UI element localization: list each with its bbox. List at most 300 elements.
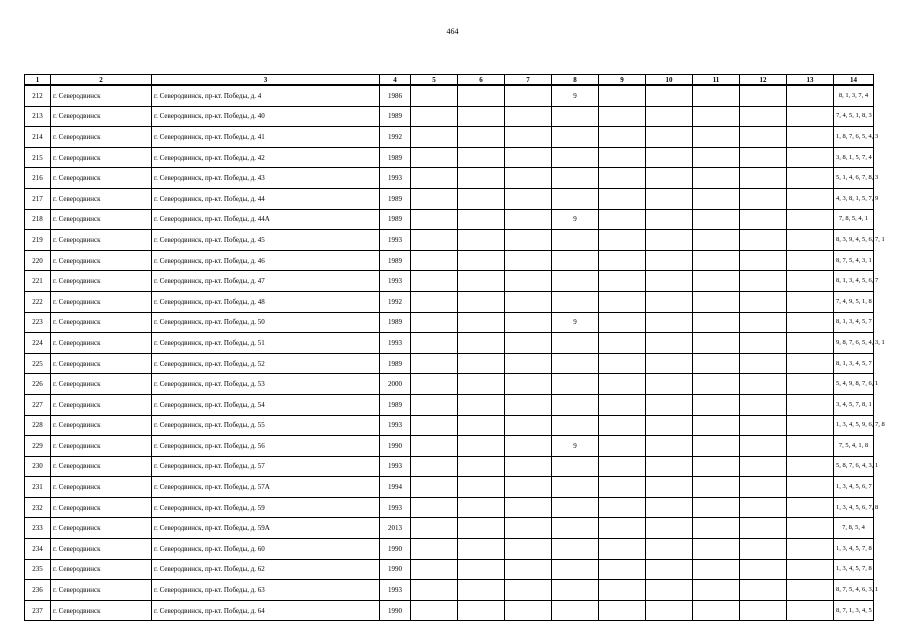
city-cell: г. Северодвинск <box>51 209 152 230</box>
column-9-cell <box>599 230 646 251</box>
column-header: 2 <box>51 75 152 86</box>
column-14-cell: 8, 1, 3, 7, 4 <box>834 85 874 106</box>
column-10-cell <box>646 85 693 106</box>
row-number-cell: 222 <box>25 291 51 312</box>
row-number-cell: 236 <box>25 580 51 601</box>
column-6-cell <box>458 147 505 168</box>
year-cell: 1989 <box>380 147 411 168</box>
year-cell: 1993 <box>380 415 411 436</box>
column-6-cell <box>458 456 505 477</box>
column-10-cell <box>646 188 693 209</box>
column-6-cell <box>458 85 505 106</box>
column-5-cell <box>411 456 458 477</box>
address-cell: г. Северодвинск, пр-кт. Победы, д. 44А <box>152 209 380 230</box>
column-5-cell <box>411 291 458 312</box>
column-8-cell <box>552 291 599 312</box>
column-9-cell <box>599 374 646 395</box>
column-8-cell <box>552 580 599 601</box>
column-5-cell <box>411 353 458 374</box>
city-cell: г. Северодвинск <box>51 539 152 560</box>
table-row <box>25 271 874 292</box>
year-cell: 1990 <box>380 539 411 560</box>
column-8-cell <box>552 518 599 539</box>
city-cell: г. Северодвинск <box>51 436 152 457</box>
column-11-cell <box>693 147 740 168</box>
column-14-cell: 5, 4, 9, 8, 7, 6, 1 <box>834 374 874 395</box>
table-row <box>25 188 874 209</box>
year-cell: 1994 <box>380 477 411 498</box>
column-14-cell: 8, 1, 3, 4, 5, 7 <box>834 353 874 374</box>
column-5-cell <box>411 394 458 415</box>
column-12-cell <box>740 436 787 457</box>
column-11-cell <box>693 559 740 580</box>
column-10-cell <box>646 168 693 189</box>
column-11-cell <box>693 497 740 518</box>
column-7-cell <box>505 333 552 354</box>
address-cell: г. Северодвинск, пр-кт. Победы, д. 4 <box>152 85 380 106</box>
row-number-cell: 230 <box>25 456 51 477</box>
column-7-cell <box>505 394 552 415</box>
city-cell: г. Северодвинск <box>51 374 152 395</box>
column-8-cell <box>552 394 599 415</box>
table-row <box>25 539 874 560</box>
column-6-cell <box>458 353 505 374</box>
column-13-cell <box>787 600 834 621</box>
table-row <box>25 518 874 539</box>
year-cell: 1992 <box>380 291 411 312</box>
table-row <box>25 436 874 457</box>
column-6-cell <box>458 127 505 148</box>
row-number-cell: 235 <box>25 559 51 580</box>
column-14-cell: 3, 4, 5, 7, 8, 1 <box>834 394 874 415</box>
year-cell: 1993 <box>380 580 411 601</box>
row-number-cell: 213 <box>25 106 51 127</box>
year-cell: 1989 <box>380 209 411 230</box>
address-cell: г. Северодвинск, пр-кт. Победы, д. 55 <box>152 415 380 436</box>
column-header: 4 <box>380 75 411 86</box>
address-cell: г. Северодвинск, пр-кт. Победы, д. 46 <box>152 250 380 271</box>
column-12-cell <box>740 456 787 477</box>
city-cell: г. Северодвинск <box>51 85 152 106</box>
column-11-cell <box>693 456 740 477</box>
table-row <box>25 353 874 374</box>
year-cell: 1989 <box>380 312 411 333</box>
column-8-cell <box>552 147 599 168</box>
column-5-cell <box>411 312 458 333</box>
column-5-cell <box>411 106 458 127</box>
column-7-cell <box>505 271 552 292</box>
column-12-cell <box>740 600 787 621</box>
column-6-cell <box>458 271 505 292</box>
address-cell: г. Северодвинск, пр-кт. Победы, д. 50 <box>152 312 380 333</box>
column-12-cell <box>740 147 787 168</box>
column-9-cell <box>599 436 646 457</box>
year-cell: 1989 <box>380 188 411 209</box>
column-14-cell: 1, 3, 4, 5, 7, 8 <box>834 559 874 580</box>
column-5-cell <box>411 168 458 189</box>
column-8-cell <box>552 353 599 374</box>
column-5-cell <box>411 147 458 168</box>
year-cell: 1990 <box>380 600 411 621</box>
table-row <box>25 394 874 415</box>
table-body <box>25 85 885 621</box>
address-cell: г. Северодвинск, пр-кт. Победы, д. 59 <box>152 497 380 518</box>
column-7-cell <box>505 147 552 168</box>
column-13-cell <box>787 415 834 436</box>
column-8-cell <box>552 168 599 189</box>
row-number-cell: 233 <box>25 518 51 539</box>
column-13-cell <box>787 539 834 560</box>
address-cell: г. Северодвинск, пр-кт. Победы, д. 51 <box>152 333 380 354</box>
city-cell: г. Северодвинск <box>51 250 152 271</box>
city-cell: г. Северодвинск <box>51 168 152 189</box>
column-5-cell <box>411 250 458 271</box>
column-9-cell <box>599 250 646 271</box>
column-7-cell <box>505 600 552 621</box>
column-8-cell <box>552 456 599 477</box>
address-cell: г. Северодвинск, пр-кт. Победы, д. 40 <box>152 106 380 127</box>
column-11-cell <box>693 291 740 312</box>
city-cell: г. Северодвинск <box>51 497 152 518</box>
column-13-cell <box>787 106 834 127</box>
column-10-cell <box>646 250 693 271</box>
column-6-cell <box>458 106 505 127</box>
column-8-cell: 9 <box>552 436 599 457</box>
row-number-cell: 221 <box>25 271 51 292</box>
year-cell: 1989 <box>380 394 411 415</box>
column-13-cell <box>787 580 834 601</box>
column-8-cell <box>552 333 599 354</box>
column-8-cell <box>552 497 599 518</box>
column-9-cell <box>599 209 646 230</box>
column-7-cell <box>505 291 552 312</box>
column-9-cell <box>599 559 646 580</box>
column-14-cell: 8, 1, 3, 4, 5, 7 <box>834 312 874 333</box>
column-13-cell <box>787 477 834 498</box>
city-cell: г. Северодвинск <box>51 415 152 436</box>
column-11-cell <box>693 477 740 498</box>
column-7-cell <box>505 518 552 539</box>
address-cell: г. Северодвинск, пр-кт. Победы, д. 63 <box>152 580 380 601</box>
column-6-cell <box>458 518 505 539</box>
column-12-cell <box>740 188 787 209</box>
row-number-cell: 225 <box>25 353 51 374</box>
city-cell: г. Северодвинск <box>51 580 152 601</box>
city-cell: г. Северодвинск <box>51 147 152 168</box>
column-8-cell <box>552 415 599 436</box>
column-14-cell: 5, 1, 4, 6, 7, 8, 3 <box>834 168 874 189</box>
column-12-cell <box>740 85 787 106</box>
column-9-cell <box>599 85 646 106</box>
column-10-cell <box>646 394 693 415</box>
column-7-cell <box>505 188 552 209</box>
row-number-cell: 229 <box>25 436 51 457</box>
table-row <box>25 127 874 148</box>
column-12-cell <box>740 539 787 560</box>
address-cell: г. Северодвинск, пр-кт. Победы, д. 47 <box>152 271 380 292</box>
column-10-cell <box>646 600 693 621</box>
column-7-cell <box>505 436 552 457</box>
column-10-cell <box>646 127 693 148</box>
column-11-cell <box>693 106 740 127</box>
address-cell: г. Северодвинск, пр-кт. Победы, д. 56 <box>152 436 380 457</box>
city-cell: г. Северодвинск <box>51 188 152 209</box>
column-9-cell <box>599 415 646 436</box>
column-6-cell <box>458 374 505 395</box>
column-11-cell <box>693 394 740 415</box>
column-header: 5 <box>411 75 458 86</box>
year-cell: 1992 <box>380 127 411 148</box>
column-header: 13 <box>787 75 834 86</box>
column-5-cell <box>411 271 458 292</box>
column-14-cell: 8, 7, 5, 4, 3, 1 <box>834 250 874 271</box>
city-cell: г. Северодвинск <box>51 353 152 374</box>
column-14-cell: 7, 8, 5, 4, 1 <box>834 209 874 230</box>
column-12-cell <box>740 209 787 230</box>
table-row <box>25 580 874 601</box>
year-cell: 1990 <box>380 559 411 580</box>
row-number-cell: 219 <box>25 230 51 251</box>
column-5-cell <box>411 127 458 148</box>
column-9-cell <box>599 497 646 518</box>
address-cell: г. Северодвинск, пр-кт. Победы, д. 53 <box>152 374 380 395</box>
column-13-cell <box>787 456 834 477</box>
column-10-cell <box>646 415 693 436</box>
column-9-cell <box>599 147 646 168</box>
column-9-cell <box>599 456 646 477</box>
column-5-cell <box>411 209 458 230</box>
column-11-cell <box>693 127 740 148</box>
column-6-cell <box>458 168 505 189</box>
column-8-cell <box>552 600 599 621</box>
column-8-cell <box>552 127 599 148</box>
column-6-cell <box>458 580 505 601</box>
table-row <box>25 209 874 230</box>
column-12-cell <box>740 394 787 415</box>
column-14-cell: 5, 8, 7, 6, 4, 3, 1 <box>834 456 874 477</box>
column-12-cell <box>740 353 787 374</box>
column-11-cell <box>693 85 740 106</box>
column-header: 10 <box>646 75 693 86</box>
year-cell: 1993 <box>380 333 411 354</box>
column-header: 11 <box>693 75 740 86</box>
table-row <box>25 333 874 354</box>
column-8-cell <box>552 106 599 127</box>
column-12-cell <box>740 415 787 436</box>
row-number-cell: 220 <box>25 250 51 271</box>
row-number-cell: 234 <box>25 539 51 560</box>
column-7-cell <box>505 106 552 127</box>
column-8-cell <box>552 230 599 251</box>
page-number: 464 <box>446 27 459 36</box>
column-9-cell <box>599 106 646 127</box>
column-13-cell <box>787 312 834 333</box>
column-header: 3 <box>152 75 380 86</box>
column-14-cell: 1, 3, 4, 5, 7, 8 <box>834 539 874 560</box>
column-9-cell <box>599 271 646 292</box>
column-12-cell <box>740 497 787 518</box>
city-cell: г. Северодвинск <box>51 271 152 292</box>
column-5-cell <box>411 559 458 580</box>
year-cell: 1993 <box>380 230 411 251</box>
column-10-cell <box>646 230 693 251</box>
column-9-cell <box>599 394 646 415</box>
column-11-cell <box>693 353 740 374</box>
column-9-cell <box>599 188 646 209</box>
year-cell: 1993 <box>380 168 411 189</box>
table-row <box>25 497 874 518</box>
column-9-cell <box>599 600 646 621</box>
column-6-cell <box>458 188 505 209</box>
column-10-cell <box>646 312 693 333</box>
column-10-cell <box>646 539 693 560</box>
address-cell: г. Северодвинск, пр-кт. Победы, д. 59А <box>152 518 380 539</box>
city-cell: г. Северодвинск <box>51 291 152 312</box>
table-row <box>25 477 874 498</box>
column-header: 1 <box>25 75 51 86</box>
column-12-cell <box>740 312 787 333</box>
column-10-cell <box>646 477 693 498</box>
column-6-cell <box>458 312 505 333</box>
column-12-cell <box>740 106 787 127</box>
column-10-cell <box>646 333 693 354</box>
column-11-cell <box>693 600 740 621</box>
row-number-cell: 227 <box>25 394 51 415</box>
address-cell: г. Северодвинск, пр-кт. Победы, д. 57А <box>152 477 380 498</box>
address-cell: г. Северодвинск, пр-кт. Победы, д. 60 <box>152 539 380 560</box>
column-13-cell <box>787 209 834 230</box>
column-13-cell <box>787 394 834 415</box>
city-cell: г. Северодвинск <box>51 230 152 251</box>
column-6-cell <box>458 230 505 251</box>
column-12-cell <box>740 559 787 580</box>
column-13-cell <box>787 374 834 395</box>
column-14-cell: 8, 1, 3, 4, 5, 6, 7 <box>834 271 874 292</box>
column-12-cell <box>740 580 787 601</box>
year-cell: 1986 <box>380 85 411 106</box>
row-number-cell: 216 <box>25 168 51 189</box>
address-cell: г. Северодвинск, пр-кт. Победы, д. 64 <box>152 600 380 621</box>
address-cell: г. Северодвинск, пр-кт. Победы, д. 41 <box>152 127 380 148</box>
table-row <box>25 168 874 189</box>
column-8-cell: 9 <box>552 312 599 333</box>
column-14-cell: 7, 8, 5, 4 <box>834 518 874 539</box>
column-13-cell <box>787 518 834 539</box>
column-6-cell <box>458 559 505 580</box>
column-7-cell <box>505 580 552 601</box>
column-10-cell <box>646 353 693 374</box>
column-12-cell <box>740 127 787 148</box>
column-14-cell: 1, 8, 7, 6, 5, 4, 3 <box>834 127 874 148</box>
column-7-cell <box>505 250 552 271</box>
column-header: 6 <box>458 75 505 86</box>
year-cell: 1989 <box>380 353 411 374</box>
table-row <box>25 312 874 333</box>
address-cell: г. Северодвинск, пр-кт. Победы, д. 57 <box>152 456 380 477</box>
column-10-cell <box>646 436 693 457</box>
column-7-cell <box>505 168 552 189</box>
column-13-cell <box>787 353 834 374</box>
table-row <box>25 230 874 251</box>
table-row <box>25 600 874 621</box>
column-13-cell <box>787 230 834 251</box>
column-header: 12 <box>740 75 787 86</box>
column-5-cell <box>411 477 458 498</box>
column-14-cell: 1, 3, 4, 5, 9, 6, 7, 8 <box>834 415 874 436</box>
address-cell: г. Северодвинск, пр-кт. Победы, д. 62 <box>152 559 380 580</box>
column-5-cell <box>411 374 458 395</box>
city-cell: г. Северодвинск <box>51 518 152 539</box>
column-14-cell: 3, 8, 1, 5, 7, 4 <box>834 147 874 168</box>
table-row <box>25 85 874 106</box>
column-8-cell: 9 <box>552 85 599 106</box>
row-number-cell: 237 <box>25 600 51 621</box>
year-cell: 2000 <box>380 374 411 395</box>
table-row <box>25 106 874 127</box>
column-14-cell: 7, 4, 9, 5, 1, 8 <box>834 291 874 312</box>
row-number-cell: 232 <box>25 497 51 518</box>
column-6-cell <box>458 250 505 271</box>
column-5-cell <box>411 415 458 436</box>
column-13-cell <box>787 127 834 148</box>
column-header: 8 <box>552 75 599 86</box>
city-cell: г. Северодвинск <box>51 477 152 498</box>
column-6-cell <box>458 539 505 560</box>
column-6-cell <box>458 209 505 230</box>
column-9-cell <box>599 333 646 354</box>
column-6-cell <box>458 415 505 436</box>
column-8-cell <box>552 271 599 292</box>
column-12-cell <box>740 271 787 292</box>
column-7-cell <box>505 127 552 148</box>
table-row <box>25 456 874 477</box>
year-cell: 2013 <box>380 518 411 539</box>
column-9-cell <box>599 291 646 312</box>
table-row <box>25 147 874 168</box>
row-number-cell: 217 <box>25 188 51 209</box>
table-row <box>25 291 874 312</box>
row-number-cell: 215 <box>25 147 51 168</box>
column-11-cell <box>693 436 740 457</box>
column-14-cell: 4, 3, 8, 1, 5, 7, 9 <box>834 188 874 209</box>
table-row <box>25 374 874 395</box>
column-14-cell: 7, 5, 4, 1, 8 <box>834 436 874 457</box>
column-14-cell: 7, 4, 5, 1, 8, 3 <box>834 106 874 127</box>
column-6-cell <box>458 333 505 354</box>
column-13-cell <box>787 497 834 518</box>
column-10-cell <box>646 518 693 539</box>
address-cell: г. Северодвинск, пр-кт. Победы, д. 45 <box>152 230 380 251</box>
column-11-cell <box>693 518 740 539</box>
column-11-cell <box>693 188 740 209</box>
column-11-cell <box>693 271 740 292</box>
column-12-cell <box>740 250 787 271</box>
column-11-cell <box>693 415 740 436</box>
column-12-cell <box>740 168 787 189</box>
year-cell: 1989 <box>380 106 411 127</box>
column-7-cell <box>505 415 552 436</box>
city-cell: г. Северодвинск <box>51 600 152 621</box>
address-cell: г. Северодвинск, пр-кт. Победы, д. 54 <box>152 394 380 415</box>
column-14-cell: 8, 7, 1, 3, 4, 5 <box>834 600 874 621</box>
column-10-cell <box>646 580 693 601</box>
column-10-cell <box>646 456 693 477</box>
column-13-cell <box>787 436 834 457</box>
column-13-cell <box>787 168 834 189</box>
city-cell: г. Северодвинск <box>51 394 152 415</box>
row-number-cell: 212 <box>25 85 51 106</box>
column-9-cell <box>599 312 646 333</box>
